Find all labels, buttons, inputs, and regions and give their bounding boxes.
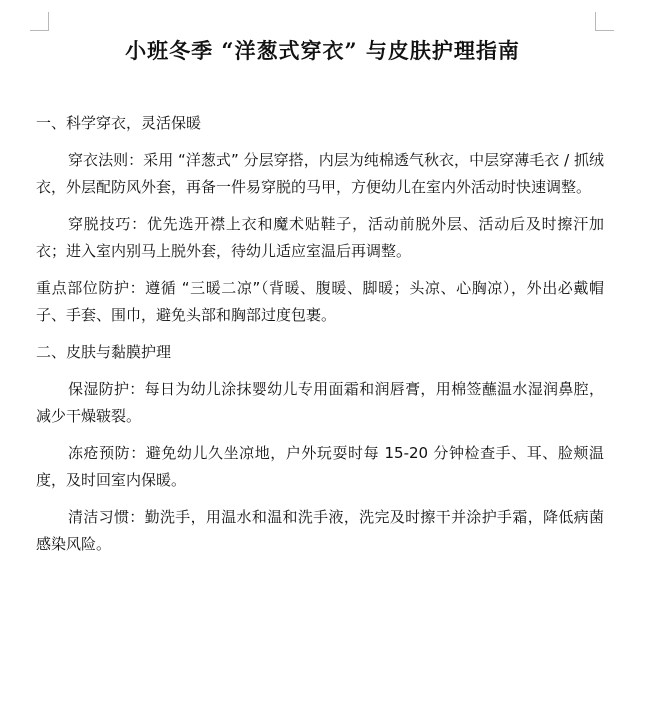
paragraph-dressing-tips: 穿脱技巧：优先选开襟上衣和魔术贴鞋子，活动前脱外层、活动后及时擦汗加衣；进入室内别马上脱外套，待幼儿适应室温后再调整。 (36, 215, 604, 260)
paragraph-key-areas: 重点部位防护：遵循 “三暖二凉”（背暖、腹暖、脚暖；头凉、心胸凉），外出必戴帽子、手套、围巾，避免头部和胸部过度包裹。 (36, 279, 604, 324)
document-body (36, 110, 604, 568)
crop-mark-top-left (30, 12, 49, 31)
paragraph-dressing-rule: 穿衣法则：采用 “洋葱式” 分层穿搭，内层为纯棉透气秋衣，中层穿薄毛衣 / 抓绒衣，外层配防风外套，再备一件易穿脱的马甲，方便幼儿在室内外活动时快速调整。 (36, 151, 604, 196)
crop-mark-top-right (595, 12, 614, 31)
paragraph-frostbite-prevention: 冻疮预防：避免幼儿久坐凉地，户外玩耍时每 15-20 分钟检查手、耳、脸颊温度，及时回室内保暖。 (36, 444, 604, 489)
paragraph-cleaning-habits: 清洁习惯：勤洗手，用温水和温和洗手液，洗完及时擦干并涂护手霜，降低病菌感染风险。 (36, 508, 604, 553)
paragraph-moisturizing: 保湿防护：每日为幼儿涂抹婴幼儿专用面霜和润唇膏，用棉签蘸温水湿润鼻腔，减少干燥皲裂。 (36, 380, 604, 425)
document-title: 小班冬季 “洋葱式穿衣” 与皮肤护理指南 (125, 38, 520, 63)
section-heading-clothing: 一、科学穿衣，灵活保暖 (36, 114, 202, 132)
section-heading-skin-care: 二、皮肤与黏膜护理 (36, 343, 172, 361)
